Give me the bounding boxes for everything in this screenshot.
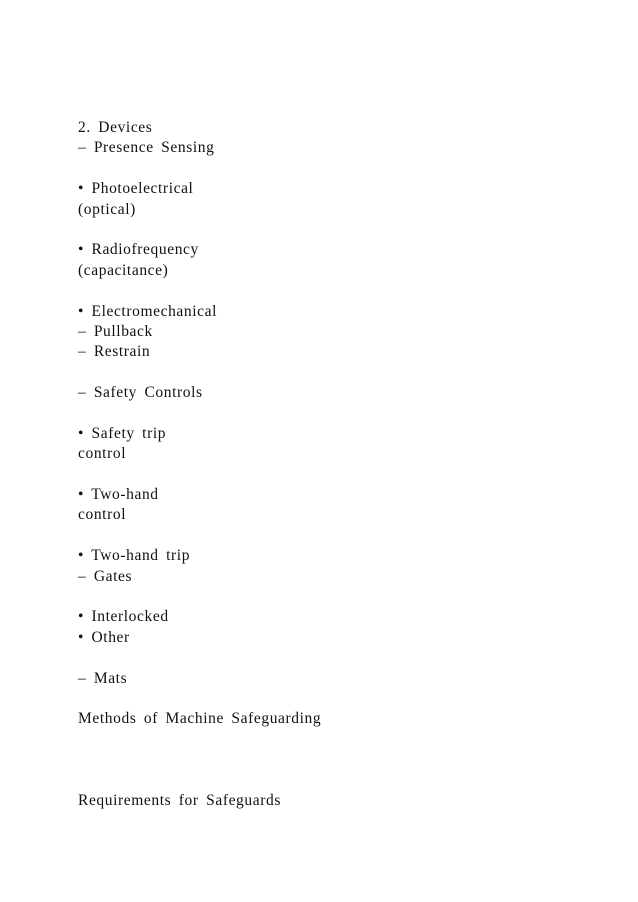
- bullet-electromechanical: • Electromechanical: [78, 302, 218, 320]
- item-presence-sensing: – Presence Sensing: [78, 139, 215, 157]
- item-pullback: – Pullback: [78, 322, 153, 340]
- spacer: [78, 465, 598, 485]
- bullet-two-hand-cont: control: [78, 506, 127, 524]
- bullet-two-hand: • Two-hand: [78, 486, 159, 504]
- spacer: [78, 281, 598, 301]
- spacer: [78, 159, 598, 179]
- document-text: [78, 118, 598, 811]
- section-title-requirements: Requirements for Safeguards: [78, 791, 281, 809]
- spacer: [78, 403, 598, 423]
- spacer: [78, 526, 598, 546]
- bullet-safety-trip: • Safety trip: [78, 424, 167, 442]
- spacer: [78, 587, 598, 607]
- bullet-radiofrequency-cont: (capacitance): [78, 261, 169, 279]
- spacer: [78, 730, 598, 791]
- bullet-photoelectrical: • Photoelectrical: [78, 180, 194, 198]
- bullet-safety-trip-cont: control: [78, 445, 127, 463]
- item-safety-controls: – Safety Controls: [78, 384, 203, 402]
- bullet-interlocked: • Interlocked: [78, 608, 169, 626]
- spacer: [78, 648, 598, 668]
- spacer: [78, 363, 598, 383]
- bullet-photoelectrical-cont: (optical): [78, 200, 136, 218]
- section-title-methods: Methods of Machine Safeguarding: [78, 710, 322, 728]
- item-gates: – Gates: [78, 567, 133, 585]
- item-mats: – Mats: [78, 669, 128, 687]
- bullet-radiofrequency: • Radiofrequency: [78, 241, 199, 259]
- spacer: [78, 689, 598, 709]
- bullet-other: • Other: [78, 628, 130, 646]
- bullet-two-hand-trip: • Two-hand trip: [78, 547, 191, 565]
- item-restrain: – Restrain: [78, 343, 151, 361]
- heading-devices: 2. Devices: [78, 119, 153, 136]
- spacer: [78, 220, 598, 240]
